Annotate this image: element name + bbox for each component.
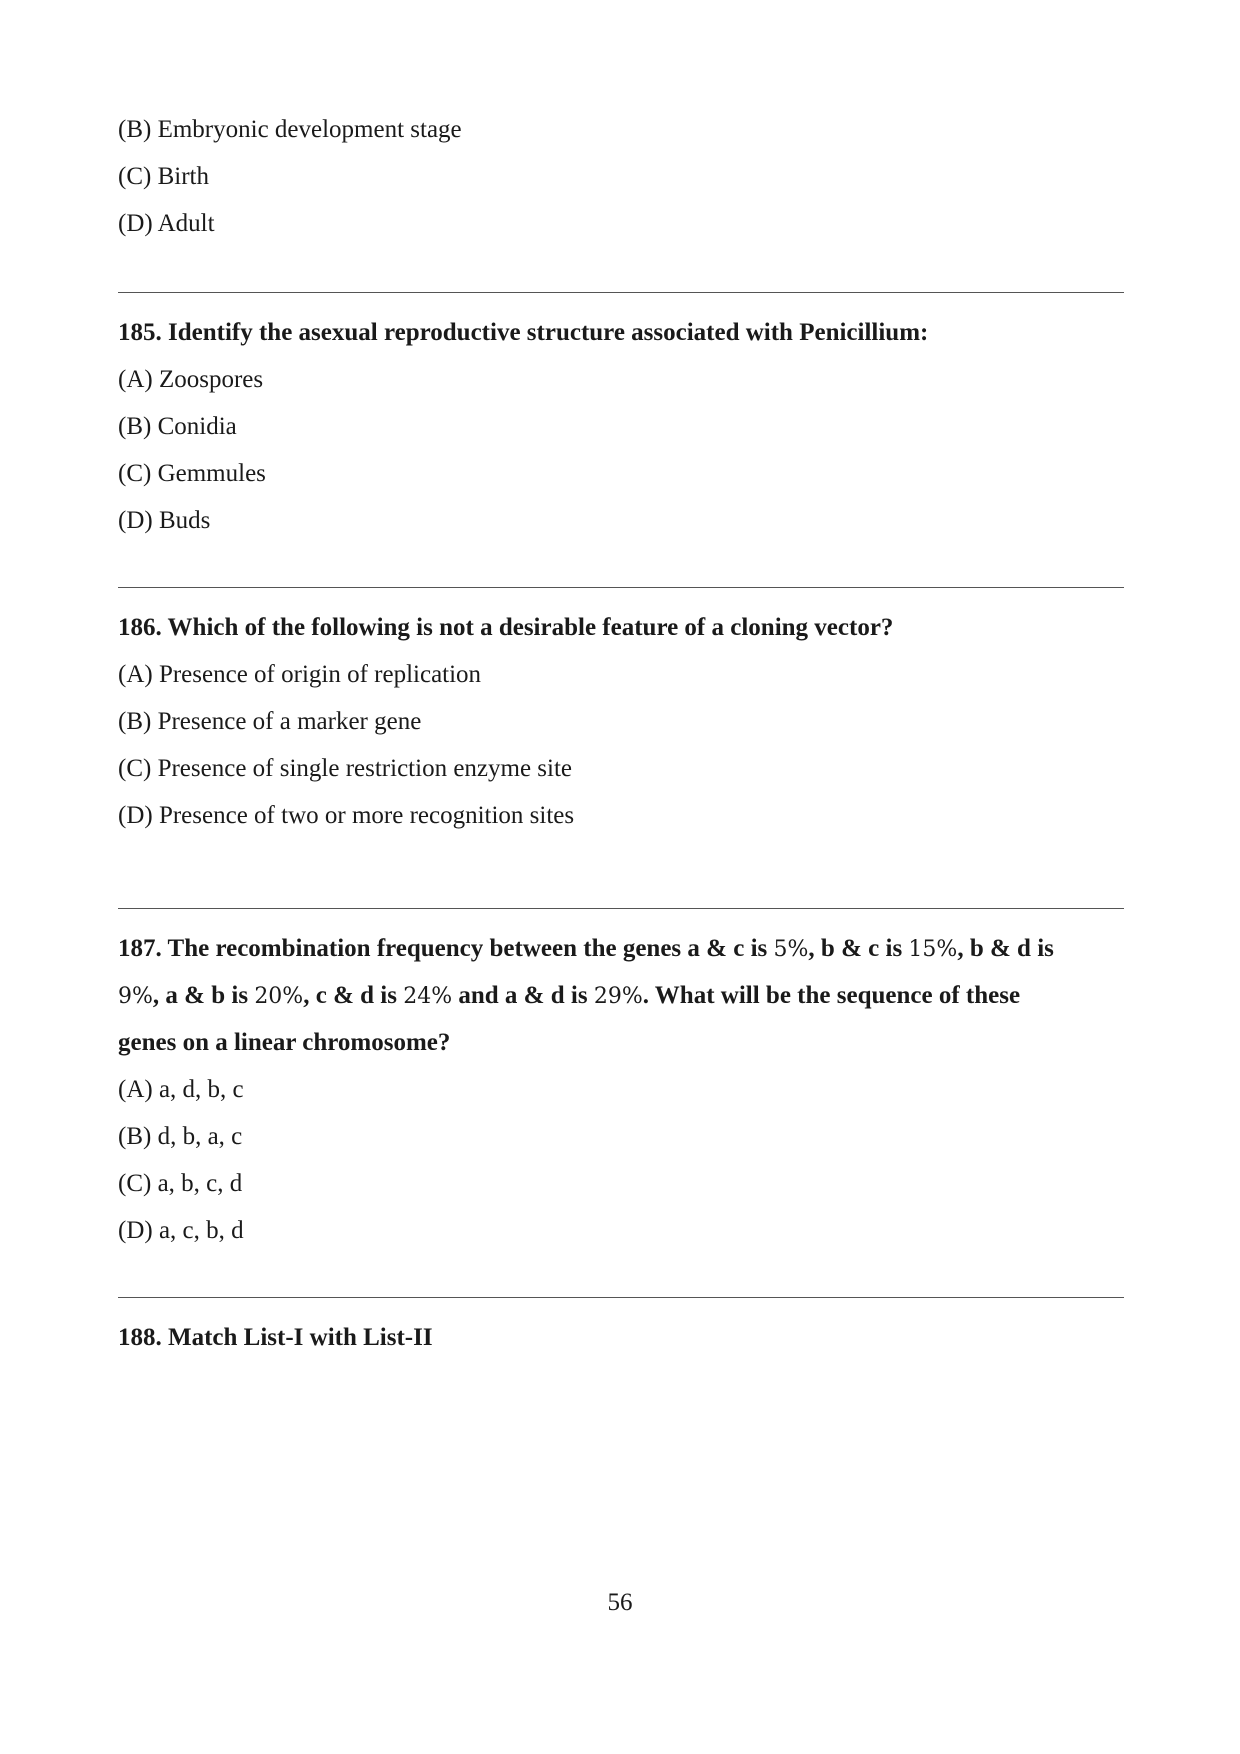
q187-option-d: (D) a, c, b, d — [118, 1217, 244, 1244]
q185-option-d: (D) Buds — [118, 507, 211, 534]
q185-option-c: (C) Gemmules — [118, 460, 266, 487]
q186-option-b: (B) Presence of a marker gene — [118, 708, 422, 735]
q187-option-c: (C) a, b, c, d — [118, 1170, 243, 1197]
q187-value-bc: 15% — [908, 937, 958, 962]
q186-option-d: (D) Presence of two or more recognition sites — [118, 802, 575, 829]
q186-option-c: (C) Presence of single restriction enzyme site — [118, 755, 573, 782]
q187-value-bd: 9% — [118, 984, 153, 1009]
q187-value-cd: 24% — [403, 984, 453, 1009]
q187-text-1: 187. The recombination frequency between the genes a & c is — [118, 935, 774, 962]
option-d-prev: (D) Adult — [118, 210, 215, 237]
option-c-prev: (C) Birth — [118, 163, 209, 190]
q187-value-ac: 5% — [773, 937, 809, 962]
q187-value-ad: 29% — [593, 984, 643, 1009]
q185-option-a: (A) Zoospores — [118, 366, 264, 393]
question-188-stem: 188. Match List-I with List-II — [118, 1324, 433, 1351]
q185-option-b: (B) Conidia — [118, 413, 237, 440]
q187-text-5: , c & d is — [303, 982, 404, 1009]
divider-3 — [118, 908, 1124, 909]
divider-2 — [118, 587, 1124, 588]
question-187-stem-line-3: genes on a linear chromosome? — [118, 1029, 451, 1056]
q187-text-6: and a & d is — [452, 982, 594, 1009]
q187-text-3: , b & d is — [957, 935, 1054, 962]
option-b-prev: (B) Embryonic development stage — [118, 116, 462, 143]
question-187-stem-line-2 — [118, 981, 1020, 1012]
q187-text-7: . What will be the sequence of these — [642, 982, 1021, 1009]
question-187-stem-line-1 — [118, 934, 1054, 965]
divider-1 — [118, 292, 1124, 293]
q187-value-ab: 20% — [254, 984, 304, 1009]
q187-option-b: (B) d, b, a, c — [118, 1123, 243, 1150]
q187-option-a: (A) a, d, b, c — [118, 1076, 244, 1103]
question-186-stem: 186. Which of the following is not a desirable feature of a cloning vector? — [118, 614, 894, 641]
q186-option-a: (A) Presence of origin of replication — [118, 661, 482, 688]
question-185-stem: 185. Identify the asexual reproductive structure associated with Penicillium: — [118, 319, 929, 346]
page-number: 56 — [607, 1589, 633, 1616]
divider-4 — [118, 1297, 1124, 1298]
q187-text-2: , b & c is — [808, 935, 909, 962]
q187-text-4: , a & b is — [152, 982, 255, 1009]
